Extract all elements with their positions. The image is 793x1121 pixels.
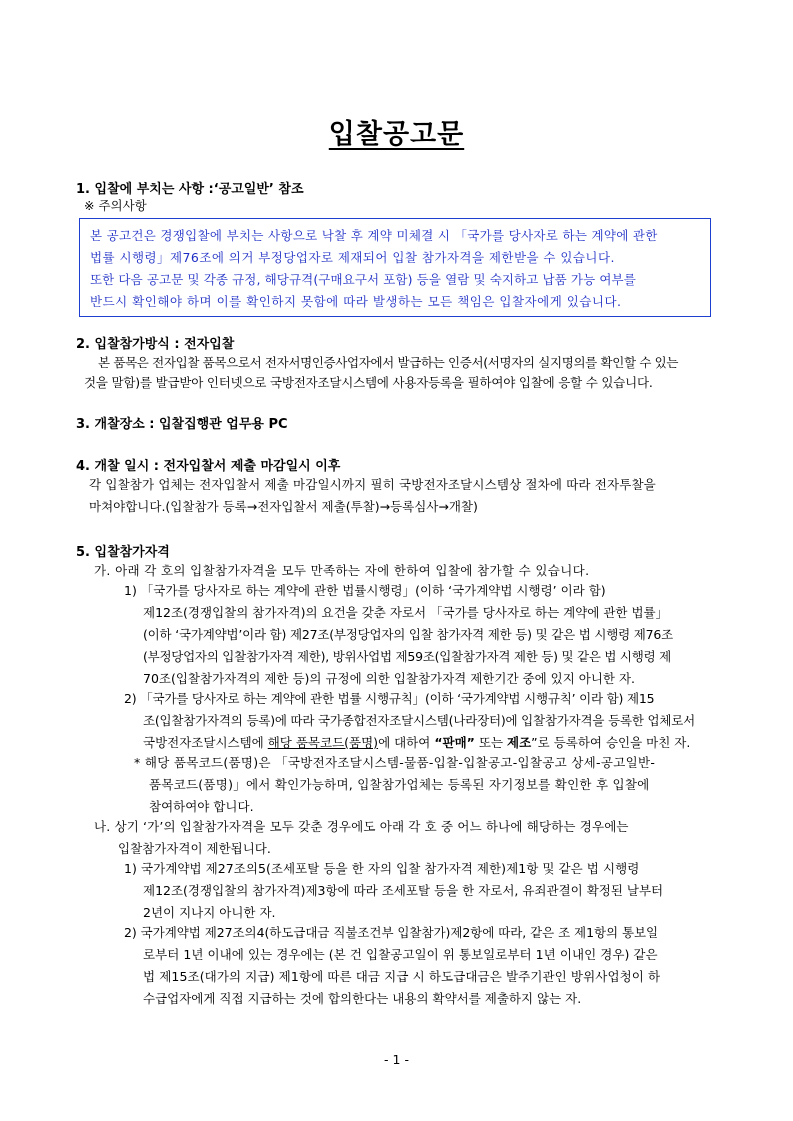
page-number: - 1 - [384, 1052, 409, 1067]
item-ga-1: 1) 「국가를 당사자로 하는 계약에 관한 법률시행령」(이하 ‘국가계약법 시행령’ 이라 함) [124, 583, 606, 598]
item-ga-1-cont: (부정당업자의 입찰참가자격 제한), 방위사업법 제59조(입찰참가자격 제한 등) 및 같은 법 시행령 제 [143, 649, 671, 664]
item-na-1-cont: 2년이 지나지 아니한 자. [143, 905, 276, 920]
body-line: 마쳐야합니다.(입찰참가 등록→전자입찰서 제출(투찰)→등록심사→개찰) [89, 499, 478, 514]
section-4-heading: 4. 개찰 일시 : 전자입찰서 제출 마감일시 이후 [76, 459, 341, 474]
section-2-heading: 2. 입찰참가방식 : 전자입찰 [76, 337, 235, 352]
item-na-2-cont: 법 제15조(대가의 지급) 제1항에 따른 대금 지급 시 하도급대금은 발주기관인 방위사업청이 하 [143, 969, 661, 984]
item-ga-1-cont: 70조(입찰참가자격의 제한 등)의 규정에 의한 입찰참가자격 제한기간 중에 있지 아니한 자. [143, 671, 635, 686]
item-ga-2: 2) 「국가를 당사자로 하는 계약에 관한 법률 시행규칙」(이하 ‘국가계약법 시행규칙’ 이라 함) 제15 [124, 691, 655, 706]
caution-note: ※ 주의사항 [84, 198, 147, 213]
item-na-1-cont: 제12조(경쟁입찰의 참가자격)제3항에 따라 조세포탈 등을 한 자로서, 유죄관결이 확정된 날부터 [143, 883, 664, 898]
sale-bold: “판매” [434, 735, 475, 750]
clause-ga: 가. 아래 각 호의 입찰참가자격을 모두 만족하는 자에 한하여 입찰에 참가할 수 있습니다. [94, 563, 590, 578]
item-na-2: 2) 국가계약법 제27조의4(하도급대금 직불조건부 입찰참가)제2항에 따라, 같은 조 제1항의 통보일 [124, 925, 659, 940]
item-ga-1-cont: (이하 ‘국가계약법’이라 함) 제27조(부정당업자의 입찰 참가자격 제한 등) 및 같은 법 시행령 제76조 [143, 627, 674, 642]
section-3-heading: 3. 개찰장소 : 입찰집행관 업무용 PC [76, 417, 288, 432]
item-na-1: 1) 국가계약법 제27조의5(조세포탈 등을 한 자의 입찰 참가자격 제한)제1항 및 같은 법 시행령 [124, 861, 640, 876]
body-line: 각 입찰참가 업체는 전자입찰서 제출 마감일시까지 필히 국방전자조달시스템상 절차에 따라 전자투찰을 [89, 477, 656, 492]
caution-line: 본 공고건은 경쟁입찰에 부치는 사항으로 낙찰 후 계약 미체결 시 「국가를 당사자로 하는 계약에 관한 [90, 228, 658, 243]
item-code-underline: 해당 품목코드(품명) [267, 735, 379, 750]
body-line: 것을 말함)를 발급받아 인터넷으로 국방전자조달시스템에 사용자등록을 필하여야 입찰에 응할 수 있습니다. [84, 375, 653, 390]
caution-line: 법률 시행령」제76조에 의거 부정당업자로 제재되어 입찰 참가자격을 제한받을 수 있습니다. [90, 250, 615, 265]
item-ga-2-cont: 조(입찰참가자격의 등록)에 따라 국가종합전자조달시스템(나라장터)에 입찰참가자격을 등록한 업체로서 [143, 713, 695, 728]
item-na-2-cont: 수급업자에게 직접 지급하는 것에 합의한다는 내용의 확약서를 제출하지 않는 자. [143, 991, 582, 1006]
manufacture-bold: 제조 [507, 735, 532, 750]
clause-na-cont: 입찰참가자격이 제한됩니다. [118, 841, 271, 856]
item-na-2-cont: 로부터 1년 이내에 있는 경우에는 (본 건 입찰공고일이 위 통보일로부터 1년 이내인 경우) 같은 [143, 947, 658, 962]
caution-line: 반드시 확인해야 하며 이를 확인하지 못함에 따라 발생하는 모든 책임은 입찰자에게 있습니다. [90, 294, 622, 309]
clause-na: 나. 상기 ‘가’의 입찰참가자격을 모두 갖춘 경우에도 아래 각 호 중 어느 하나에 해당하는 경우에는 [94, 819, 629, 834]
star-note-cont: 참여하여야 합니다. [149, 799, 254, 814]
page-title: 입찰공고문 [328, 119, 465, 150]
star-note-cont: 품목코드(품명)」에서 확인가능하며, 입찰참가업체는 등록된 자기정보를 확인한 후 입찰에 [149, 777, 650, 792]
section-5-heading: 5. 입찰참가자격 [76, 545, 170, 560]
body-line: 본 품목은 전자입찰 품목으로서 전자서명인증사업자에서 발급하는 인증서(서명자의 실지명의를 확인할 수 있는 [98, 355, 679, 370]
caution-line: 또한 다음 공고문 및 각종 규정, 해당규격(구매요구서 포함) 등을 열람 및 숙지하고 납품 가능 여부를 [90, 272, 636, 287]
star-note: * 해당 품목코드(품명)은 「국방전자조달시스템-물품-입찰-입찰공고-입찰공고 상세-공고일반- [134, 755, 656, 770]
section-1-heading: 1. 입찰에 부치는 사항 :‘공고일반’ 참조 [76, 182, 304, 197]
item-ga-2-emphasis: 국방전자조달시스템에 해당 품목코드(품명)에 대하여 “판매” 또는 제조”로 등록하여 승인을 마친 자. [143, 735, 691, 750]
item-ga-1-cont: 제12조(경쟁입찰의 참가자격)의 요건을 갖춘 자로서 「국가를 당사자로 하는 계약에 관한 법률」 [143, 605, 669, 620]
